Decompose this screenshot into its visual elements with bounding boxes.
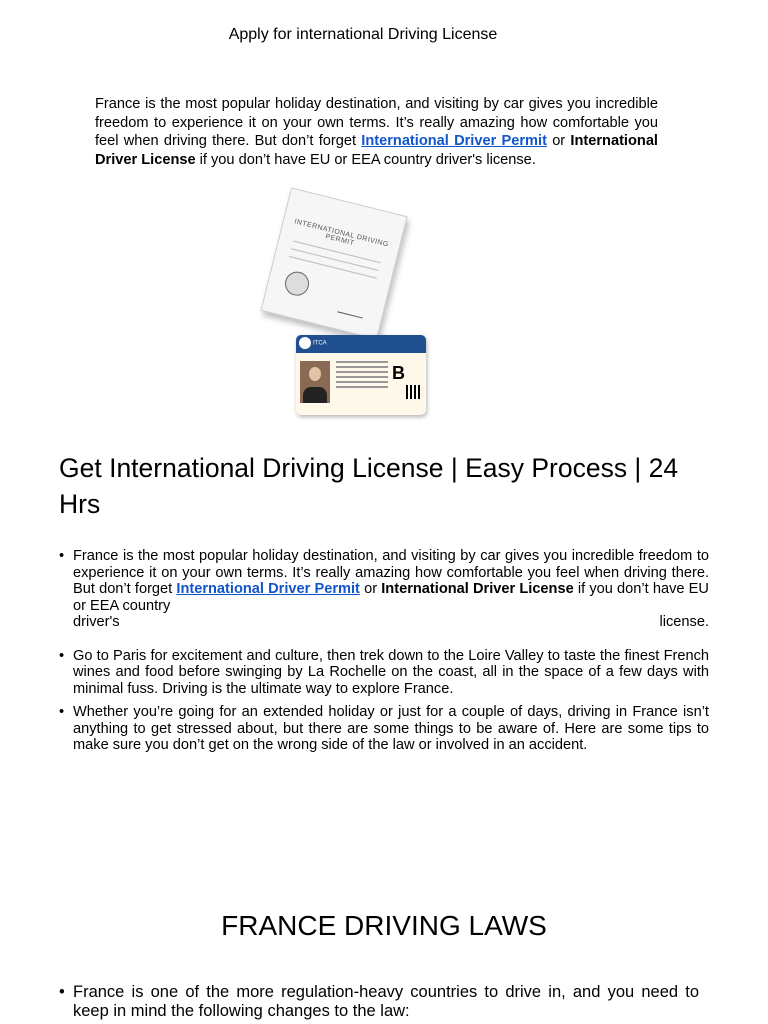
list-item [59, 704, 709, 754]
section-heading: FRANCE DRIVING LAWS [221, 910, 547, 941]
list-item [59, 548, 709, 631]
list-item [59, 648, 709, 698]
laws-list [59, 983, 699, 1021]
bullet-bold-license: International Driver License [381, 581, 574, 597]
bullet-text: France is the most popular holiday destination, and visiting by car gives you incredible freedom to experience it on your own terms. It’s really amazing how comfortable you feel when driving there. But don’t forget [73, 548, 709, 597]
card-header-text: ITCA [313, 340, 327, 347]
main-heading: Get International Driving License | Easy Process | 24 Hrs [59, 453, 679, 519]
globe-icon [299, 337, 311, 349]
intro-paragraph [95, 95, 658, 169]
intro-bold-license: International Driver License [95, 133, 658, 168]
bullet-last-line [73, 614, 709, 631]
permit-booklet-image [260, 187, 407, 339]
benefits-list [59, 548, 709, 771]
document-title: Apply for international Driving License [228, 26, 498, 43]
card-class-letter: B [392, 363, 405, 383]
intro-text: France is the most popular holiday destination, and visiting by car gives you incredible freedom to experience it on your own terms. It’s really amazing how comfortable you feel when driving there. But don’t forget [95, 96, 658, 149]
card-photo [300, 361, 330, 403]
permit-images [262, 195, 432, 420]
intro-or: or [552, 133, 566, 149]
international-driver-permit-link[interactable]: International Driver Permit [176, 581, 360, 597]
bullet-tail-right: license. [659, 614, 709, 630]
international-driver-permit-link[interactable]: International Driver Permit [361, 133, 547, 149]
license-card-image [296, 335, 426, 415]
bullet-text: Go to Paris for excitement and culture, then trek down to the Loire Valley to taste the finest French wines and food before swinging by La Rochelle on the coast, all in the space of a few days with minimal fuss. Driving is the ultimate way to explore France. [73, 647, 709, 697]
bullet-tail-left: driver's [73, 614, 120, 630]
card-header [296, 335, 426, 353]
qr-code-icon [406, 385, 420, 399]
intro-text-after: if you don’t have EU or EEA country driver's license. [199, 151, 536, 168]
bullet-text-after: if you don’t have EU or EEA country [73, 581, 709, 614]
bullet-text: France is one of the more regulation-heavy countries to drive in, and you need to keep in mind the following changes to the law: [73, 983, 699, 1020]
signature-mark [337, 302, 365, 319]
bullet-text: Whether you’re going for an extended holiday or just for a couple of days, driving in France isn’t anything to get stressed about, but there are some things to be aware of. Here are some tips to make sure you don’t get on the wrong side of the law or involved in an accident. [73, 704, 709, 753]
card-text-lines [336, 361, 388, 391]
stamp-icon [282, 269, 311, 298]
bullet-or: or [364, 581, 378, 597]
booklet-title: INTERNATIONAL DRIVING PERMIT [293, 218, 390, 249]
list-item [59, 983, 699, 1021]
